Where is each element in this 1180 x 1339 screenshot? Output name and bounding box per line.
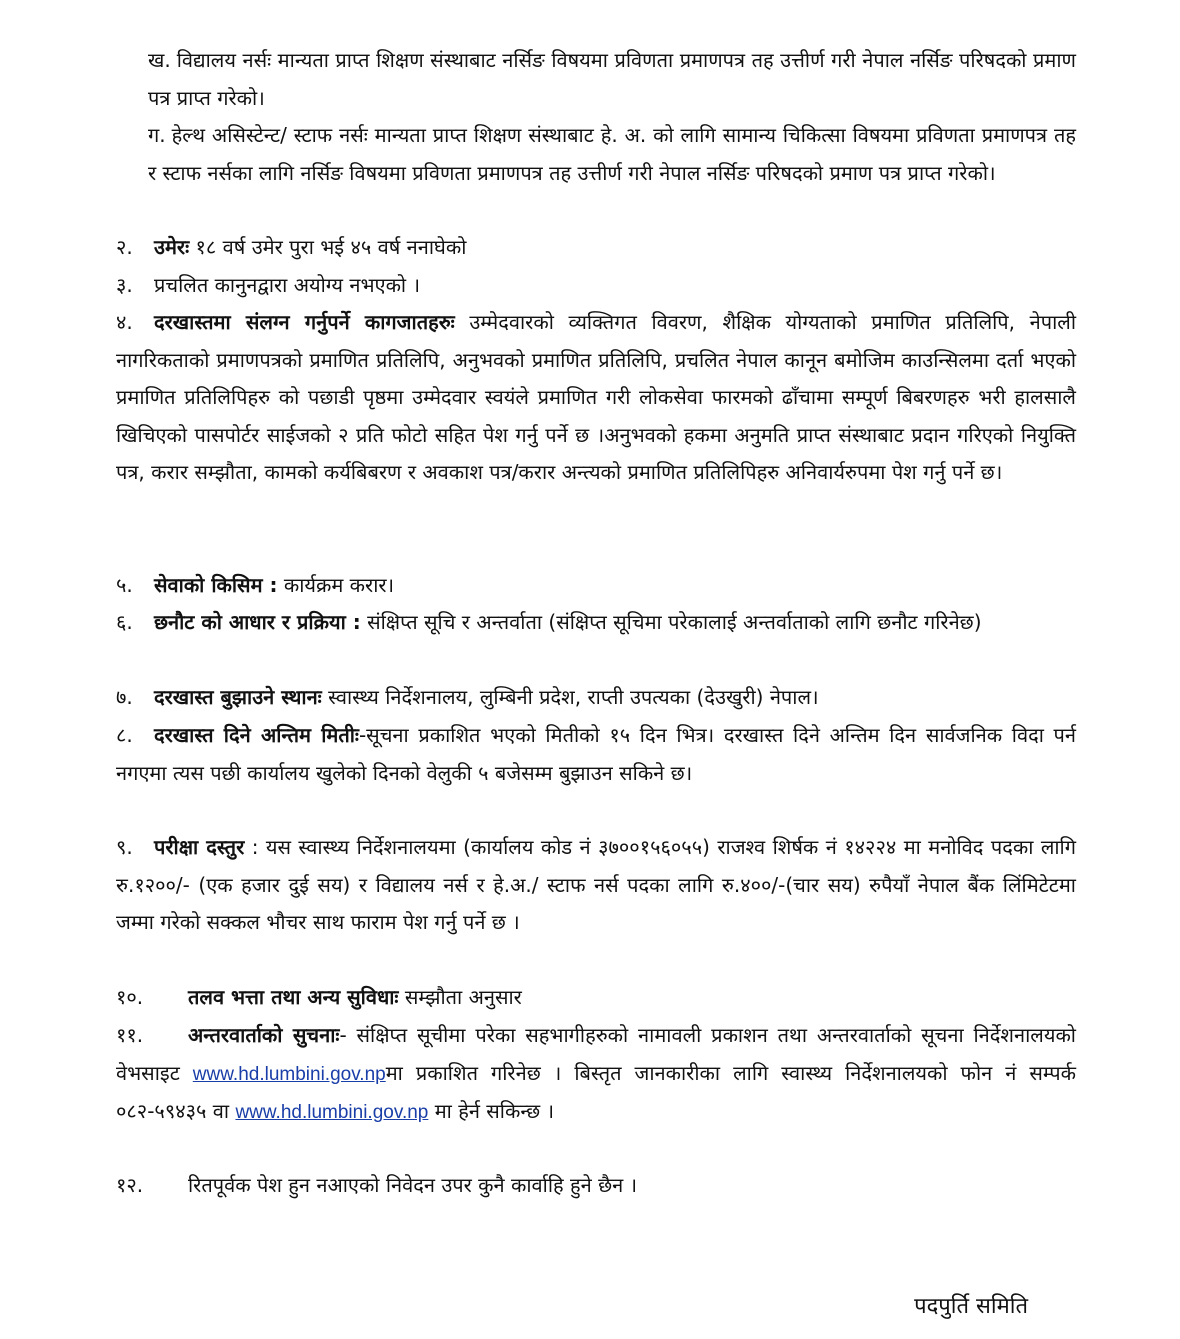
item-text: मा प्रकाशित गरिनेछ । बिस्तृत जानकारीका लागि स्वास्थ्य निर्देशनालयको फोन नं सम्पर्क ०८२-५९४३५ वा	[116, 1060, 1076, 1123]
item-documents	[116, 304, 1076, 492]
item-label: सेवाको किसिम :	[154, 573, 278, 597]
item-interview-notice	[116, 1017, 1076, 1132]
item-service-type	[116, 567, 1076, 605]
sub-item-text: विद्यालय नर्सः मान्यता प्राप्त शिक्षण संस्थाबाट नर्सिङ विषयमा प्रविणता प्रमाणपत्र तह उत्तीर्ण गरी नेपाल नर्सिङ परिषदको प्रमाण पत्र प्राप्त गरेको।	[148, 48, 1076, 110]
item-text: कार्यक्रम करार।	[277, 573, 395, 597]
item-text: संक्षिप्त सूचि र अन्तर्वाता (संक्षिप्त सूचिमा परेकालाई अन्तर्वाताको लागि छनौट गरिनेछ)	[360, 610, 982, 634]
item-number: ३.	[116, 273, 133, 297]
item-label: दरखास्तमा संलग्न गर्नुपर्ने कागजातहरुः	[154, 310, 455, 334]
item-number: १०.	[116, 985, 144, 1009]
item-number: ६.	[116, 610, 133, 634]
item-label: दरखास्त बुझाउने स्थानः	[154, 685, 322, 709]
item-number: ११.	[116, 1023, 144, 1047]
item-exam-fee	[116, 829, 1076, 942]
item-number: १२.	[116, 1173, 144, 1197]
item-text: १८ वर्ष उमेर पुरा भई ४५ वर्ष ननाघेको	[189, 235, 467, 259]
website-link[interactable]: www.hd.lumbini.gov.np	[235, 1102, 429, 1123]
item-number: ९.	[116, 835, 133, 859]
item-number: ७.	[116, 685, 133, 709]
item-selection	[116, 604, 1076, 642]
sub-item-number: ग.	[148, 123, 166, 147]
item-label: परीक्षा दस्तुर	[154, 835, 245, 859]
item-number: ८.	[116, 723, 133, 747]
item-text: मा हेर्न सकिन्छ ।	[428, 1099, 555, 1123]
item-number: ५.	[116, 573, 133, 597]
item-text: रितपूर्वक पेश हुन नआएको निवेदन उपर कुनै कार्वाहि हुने छैन ।	[188, 1173, 638, 1197]
item-age	[116, 229, 1076, 267]
item-label: तलव भत्ता तथा अन्य सुविधाः	[188, 985, 399, 1009]
item-text: - संक्षिप्त सूचीमा परेका सहभागीहरुको नामावली प्रकाशन तथा अन्तरवार्ताको सूचना निर्देशनालयको वेभसाइट	[116, 1023, 1076, 1085]
item-text: उम्मेदवारको व्यक्तिगत विवरण, शैक्षिक योग्यताको प्रमाणित प्रतिलिपि, नेपाली नागरिकताको प्रमाणपत्रको प्रमाणित प्रतिलिपि, अनुभवको प्रमाणित प्रतिलिपि, प्रचलित नेपाल कानून बमोजिम काउन्सिलमा दर्ता भएको प्रमाणित प्रतिलिपिहरु को पछाडी पृष्ठमा उम्मेदवार स्वयंले प्रमाणित गरी लोकसेवा फारमको ढाँचामा सम्पूर्ण बिबरणहरु भरी हालसालै खिचिएको पासपोर्टर साईजको २ प्रति फोटो सहित पेश गर्नु पर्ने छ ।अनुभवको हकमा अनुमति प्राप्त संस्थाबाट प्रदान गरिएको नियुक्ति पत्र, करार सम्झौता, कामको कर्यबिबरण र अवकाश पत्र/करार अन्त्यको प्रमाणित प्रतिलिपिहरु अनिवार्यरुपमा पेश गर्नु पर्ने छ।	[116, 310, 1076, 484]
item-number: २.	[116, 235, 133, 259]
website-link[interactable]: www.hd.lumbini.gov.np	[192, 1063, 386, 1085]
committee-signature: पदपुर्ति समिति	[914, 1294, 1028, 1319]
sub-item-number: ख.	[148, 48, 171, 72]
item-text: सम्झौता अनुसार	[398, 985, 522, 1009]
item-deadline	[116, 717, 1076, 792]
item-label: दरखास्त दिने अन्तिम मितीः	[154, 723, 359, 747]
sub-item-kha	[148, 42, 1076, 117]
item-label: छनौट को आधार र प्रक्रिया :	[154, 610, 361, 634]
item-text: -सूचना प्रकाशित भएको मितीको १५ दिन भित्र। दरखास्त दिने अन्तिम दिन सार्वजनिक विदा पर्न नगएमा त्यस पछी कार्यालय खुलेको दिनको वेलुकी ५ बजेसम्म बुझाउन सकिने छ।	[116, 723, 1076, 785]
item-improper-application	[116, 1167, 1076, 1205]
item-text: : यस स्वास्थ्य निर्देशनालयमा (कार्यालय कोड नं ३७००१५६०५५) राजश्व शिर्षक नं १४२२४ मा मनोविद पदका लागि रु.१२००/- (एक हजार दुई सय) र विद्यालय नर्स र हे.अ./ स्टाफ नर्स पदका लागि रु.४००/-(चार सय) रुपैयाँ नेपाल बैंक लिंमिटेटमा जम्मा गरेको सक्कल भौचर साथ फाराम पेश गर्नु पर्ने छ ।	[116, 835, 1076, 934]
item-eligibility	[116, 267, 1076, 305]
sub-item-text: हेल्थ असिस्टेन्ट/ स्टाफ नर्सः मान्यता प्राप्त शिक्षण संस्थाबाट हे. अ. को लागि सामान्य चिकित्सा विषयमा प्रविणता प्रमाणपत्र तह र स्टाफ नर्सका लागि नर्सिङ विषयमा प्रविणता प्रमाणपत्र तह उत्तीर्ण गरी नेपाल नर्सिङ परिषदको प्रमाण पत्र प्राप्त गरेको।	[148, 123, 1076, 185]
item-salary	[116, 979, 1076, 1017]
item-text: स्वास्थ्य निर्देशनालय, लुम्बिनी प्रदेश, राप्ती उपत्यका (देउखुरी) नेपाल।	[321, 685, 819, 709]
item-submission-place	[116, 679, 1076, 717]
item-text: प्रचलित कानुनद्वारा अयोग्य नभएको ।	[154, 273, 421, 297]
item-label: अन्तरवार्ताको सुचनाः	[188, 1023, 340, 1047]
item-label: उमेरः	[154, 235, 190, 259]
sub-item-ga	[148, 117, 1076, 192]
item-number: ४.	[116, 310, 133, 334]
